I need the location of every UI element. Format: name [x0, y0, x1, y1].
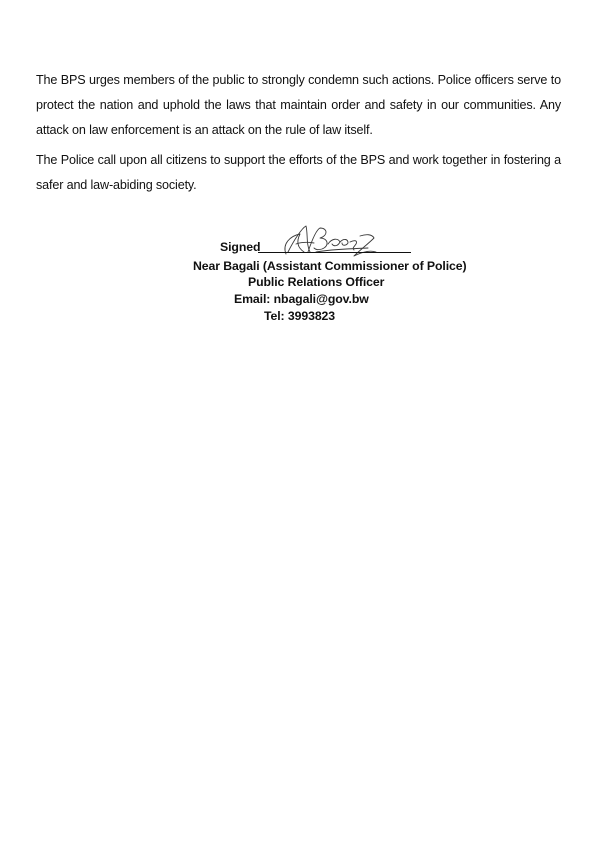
signatory-email: Email: nbagali@gov.bw — [234, 292, 369, 306]
signatory-role: Public Relations Officer — [248, 275, 385, 289]
signature-rule — [258, 252, 411, 253]
handwritten-signature-icon — [276, 222, 384, 262]
paragraph-call-to-citizens: The Police call upon all citizens to support the efforts of the BPS and work together in fostering a safer and law-abiding society. — [36, 153, 561, 192]
signatory-name: Near Bagali (Assistant Commissioner of Police) — [193, 259, 467, 273]
signatory-phone: Tel: 3993823 — [264, 309, 336, 323]
paragraph-condemn-actions: The BPS urges members of the public to strongly condemn such actions. Police officers serve to protect the nation and uphold the laws that maintain order and safety in our communities. Any attack on law enforcement is an attack on the rule of law itself. — [36, 73, 561, 137]
signed-label: Signed — [220, 240, 261, 254]
